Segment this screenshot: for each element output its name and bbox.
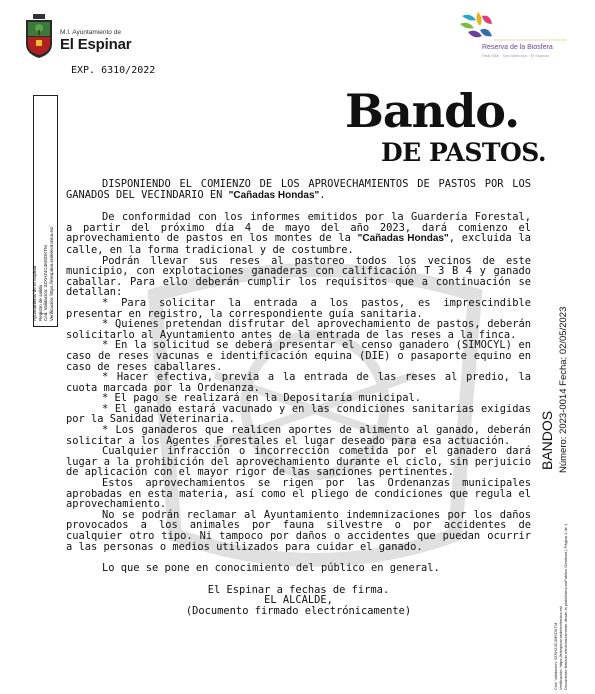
paragraph-indemnizaciones: No se podrán reclamar al Ayuntamiento indemnizaciones por los daños provocados a los animales por fauna silvestre o por accidentes de cualquier otro tipo. Ni tampoco por daños o accidentes que puedan ocurrir a las personas o medios utilizados para cuidar el ganado. (66, 508, 531, 553)
reserva-biosfera-text: Reserva de la Biosfera (482, 44, 553, 51)
paragraph-infraccion: Cualquier infracción o incorrección cometida por el ganadero dará lugar a la prohibición del aprovechamiento durante el ciclo, sin perjuicio de aplicación con el mayor rigor de las sanciones pertinentes. (66, 445, 531, 479)
list-item: * El pago se realizará en la Depositaría municipal. (102, 392, 422, 405)
signature-place-date: El Espinar a fechas de firma. (207, 583, 390, 596)
list-item: * El ganado estará vacunado y en las condiciones sanitarias exigidas por la Sanidad Veterinaria. (66, 402, 531, 426)
paragraph-conformidad: De conformidad con los informes emitidos por la Guardería Forestal, a partir del próximo día 4 de mayo del año 2023, dará comienzo el aprovechamiento de pastos en los montes de la "Cañadas Hondas", excluida la calle, en la forma tradicional y de costumbre. (66, 211, 532, 256)
registry-stamp-text: Ayuntamiento de El Espinar Registro de salida Cód. Validación: 3ZXHZ4C4MSDKTM Verificación: https://elespinar.sedelectronica.es/ (32, 226, 54, 321)
list-item: * Quienes pretendan disfrutar del aprovechamiento de pastos, deberán solicitarlo al Ayuntamiento antes de la entrada de las reses a la finca. (66, 318, 531, 341)
paragraph-intro: DISPONIENDO EL COMIENZO DE LOS APROVECHAMIENTOS DE PASTOS POR LOS GANADOS DEL VECINDARIO EN "Cañadas Hondas". (66, 178, 531, 201)
signature-note: (Documento firmado electrónicamente) (185, 604, 412, 617)
paragraph-ordenanzas: Estos aprovechamientos se rigen por las Ordenanzas municipales aprobadas en esta materia, así como el pliego de condiciones que regula el aprovechamiento. (66, 477, 531, 511)
numero-fecha-label: Número: 2023-0014 Fecha: 02/05/2023 (558, 306, 569, 473)
list-item: * Para solicitar la entrada a los pastos, es imprescindible presentar en registro, la correspondiente guía sanitaria. (66, 296, 531, 320)
document-title: Bando. (345, 84, 520, 138)
signature-title: EL ALCALDE, (264, 594, 333, 607)
list-item: * Hacer efectiva, previa a la entrada de las reses al predio, la cuota marcada por la Ordenanza. (66, 371, 531, 394)
ayuntamiento-name: El Espinar (60, 36, 132, 53)
registry-stamp-box (33, 95, 58, 327)
verification-footer: Cód. Validación: 3ZXHZ4C4MSDKTM Verificación: https://elespinar.sedelectronica.es/ Documento firmado electrónicamente desde la plataforma esPublico Gestiona | Página 1 de 1 (553, 523, 568, 690)
paragraph-conocimiento: Lo que se pone en conocimiento del público en general. (102, 562, 440, 575)
list-item: * Los ganaderos que realicen aportes de alimento al ganado, deberán solicitar a los Agentes Forestales el lugar deseado para esa actuación. (66, 424, 531, 447)
list-item: * En la solicitud se deberá presentar el censo ganadero (SIMOCYL) en caso de reses vacunas e identificación equina (DIE) o pasaporte equino en caso de reses caballares. (66, 339, 531, 373)
ayuntamiento-line1: M.I. Ayuntamiento de (60, 29, 121, 36)
expediente-number: EXP. 6310/2022 (71, 65, 156, 76)
bando-body (66, 179, 531, 617)
document-subtitle: DE PASTOS. (381, 138, 547, 167)
reserva-biosfera-subtext: Real Sitio · San Ildefonso · El Espinar (482, 53, 549, 58)
coat-of-arms-icon (24, 14, 54, 58)
bandos-label: BANDOS (539, 410, 555, 470)
paragraph-requisitos: Podrán llevar sus reses al pastoreo todos los vecinos de este municipio, con explotaciones ganaderas con calificación T 3 B 4 y ganado caballar. Para ello deberán cumplir los requisitos que a continuación se detallan: (66, 254, 531, 299)
